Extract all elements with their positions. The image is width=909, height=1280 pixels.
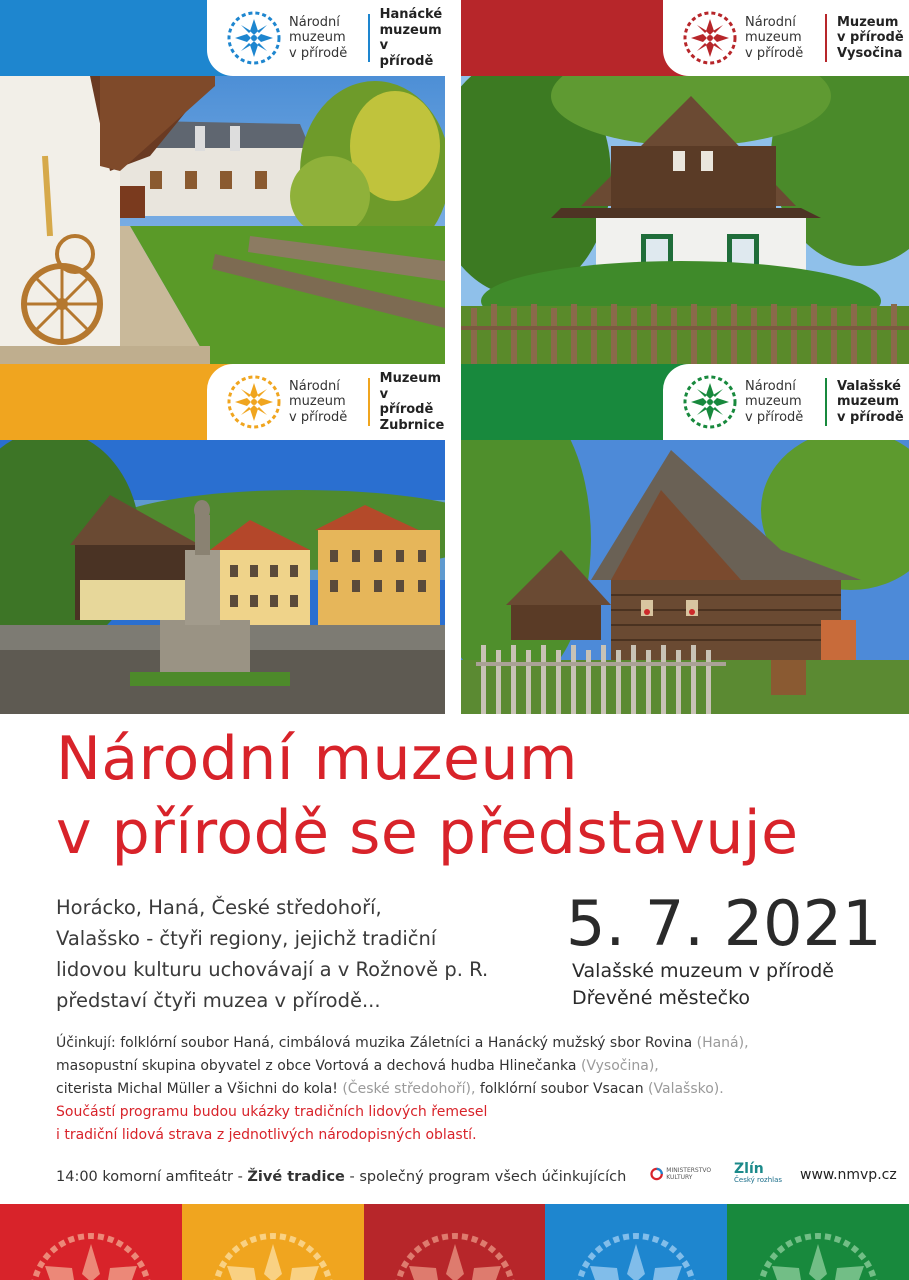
- intro-text: Horácko, Haná, České středohoří, Valašsko - čtyři regiony, jejichž tradiční lidovou kulturu uchovávají a v Rožnově p. R. představí čtyři muzea v přírodě...: [56, 896, 489, 1012]
- ornament-icon: [364, 1204, 546, 1280]
- logo-museum-name: Valašské muzeum v přírodě: [837, 378, 904, 425]
- ornament-icon: [727, 1204, 909, 1280]
- logo-zubrnice: [207, 364, 445, 440]
- rosette-icon: [227, 11, 281, 65]
- photo-zubrnice: [0, 440, 445, 714]
- logo-valasske: [663, 364, 909, 440]
- ornament-icon: [0, 1204, 182, 1280]
- rosette-icon: [683, 11, 737, 65]
- strip-tile-darkred: [364, 1204, 546, 1280]
- logo-separator: [825, 14, 827, 62]
- ministry-logo: MINISTERSTVO KULTURY: [650, 1165, 720, 1183]
- strip-tile-orange: [182, 1204, 364, 1280]
- logo-museum-name: Hanácké muzeum v přírodě: [379, 7, 443, 69]
- event-date: 5. 7. 2021: [566, 887, 882, 960]
- program-line: 14:00 komorní amfiteátr - Živé tradice - společný program všech účinkujících: [56, 1169, 627, 1185]
- website-link[interactable]: www.nmvp.cz: [800, 1167, 897, 1183]
- logo-separator: [368, 14, 370, 62]
- ministry-circle-icon: [650, 1165, 663, 1183]
- ornament-icon: [545, 1204, 727, 1280]
- strip-tile-blue: [545, 1204, 727, 1280]
- event-venue: Valašské muzeum v přírodě Dřevěné městečko: [572, 960, 834, 1009]
- strip-tile-red: [0, 1204, 182, 1280]
- logo-separator: [825, 378, 827, 426]
- rosette-icon: [227, 375, 281, 429]
- strip-tile-green: [727, 1204, 909, 1280]
- performers-block: Účinkují: folklórní soubor Haná, cimbálová muzika Záletníci a Hanácký mužský sbor Rovina (Haná), masopustní skupina obyvatel z obce Vortová a dechová hudba Hlinečanka (Vysočina), citerista Michal Müller a Všichni do kola! (České středohoří), folklórní soubor Vsacan (Valašsko). Součástí programu budou ukázky tradičních lidových řemesel i tradiční lidová strava z jednotlivých národopisných oblastí.: [56, 1035, 749, 1143]
- logo-separator: [368, 378, 370, 426]
- logo-nm-text: Národní muzeum v přírodě: [289, 378, 348, 425]
- logo-nm-text: Národní muzeum v přírodě: [745, 14, 804, 61]
- zlin-rozhlas-logo: Zlín Český rozhlas: [734, 1161, 783, 1184]
- photo-valasske: [461, 440, 909, 714]
- ornament-icon: [182, 1204, 364, 1280]
- logo-nm-text: Národní muzeum v přírodě: [289, 14, 348, 61]
- bottom-color-strip: [0, 1204, 909, 1280]
- rosette-icon: [683, 375, 737, 429]
- sponsor-logos: [650, 1162, 782, 1185]
- logo-hanacke: [207, 0, 445, 76]
- logo-nm-text: Národní muzeum v přírodě: [745, 378, 804, 425]
- logo-museum-name: Muzeum v přírodě Vysočina: [837, 14, 904, 61]
- logo-museum-name: Muzeum v přírodě Zubrnice: [379, 371, 445, 433]
- page-title: Národní muzeum v přírodě se představuje: [56, 724, 799, 868]
- logo-vysocina: [663, 0, 909, 76]
- photo-vysocina: [461, 76, 909, 364]
- photo-hanacke: [0, 76, 445, 364]
